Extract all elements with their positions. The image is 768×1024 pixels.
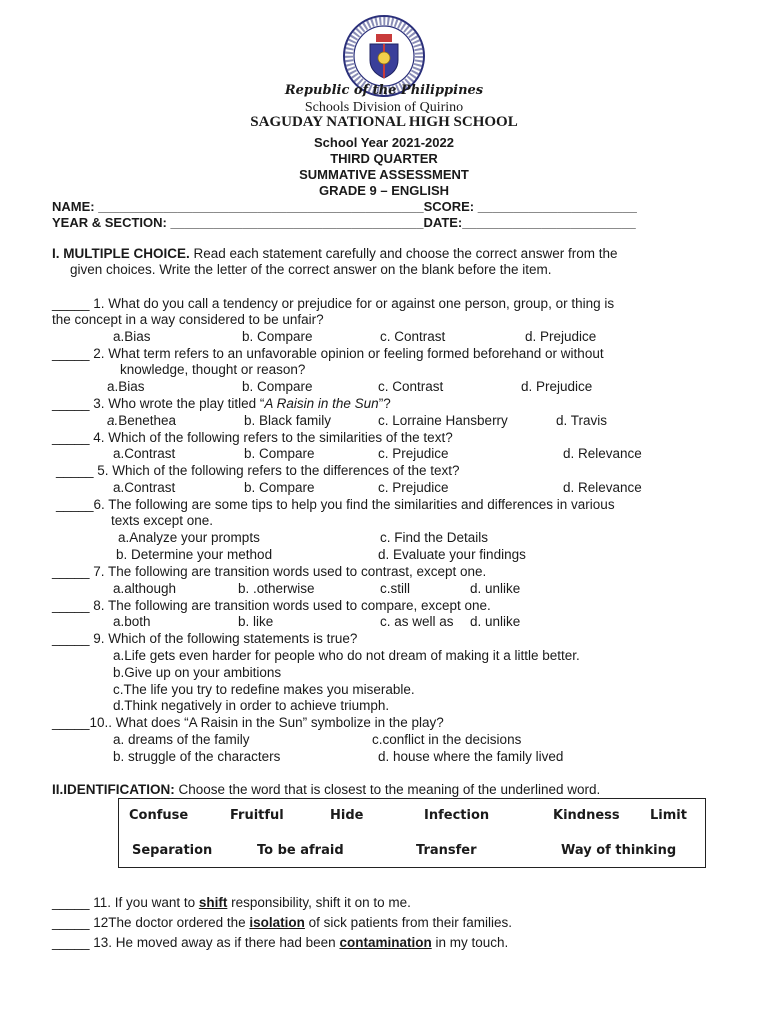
header-republic: Republic of the Philippines xyxy=(284,83,484,98)
q5-option-c: c. Prejudice xyxy=(378,480,449,495)
header-school-name: SAGUDAY NATIONAL HIGH SCHOOL xyxy=(250,114,518,130)
q2-option-c: c. Contrast xyxy=(378,379,444,394)
q3-option-c: c. Lorraine Hansberry xyxy=(378,413,508,428)
q10-option-b: b. struggle of the characters xyxy=(113,749,281,764)
q11-text-post: responsibility, shift it on to me. xyxy=(227,895,411,910)
q4-option-c: c. Prejudice xyxy=(378,446,449,461)
q1-option-a: a.Bias xyxy=(113,329,151,344)
q11-underlined-word: shift xyxy=(198,895,228,910)
q8-option-b: b. like xyxy=(238,614,274,629)
question-13-text xyxy=(52,934,508,951)
part2-instructions xyxy=(52,781,600,798)
q9-option-b: b.Give up on your ambitions xyxy=(113,665,282,680)
q5-option-d: d. Relevance xyxy=(563,480,642,495)
q3-text-post: ”? xyxy=(378,396,391,411)
question-10-text: _____10.. What does “A Raisin in the Sun” symbolize in the play? xyxy=(52,715,444,730)
header-quarter: THIRD QUARTER xyxy=(330,151,438,166)
q10-option-c: c.conflict in the decisions xyxy=(372,732,522,747)
question-8-text: _____ 8. The following are transition words used to compare, except one. xyxy=(52,598,491,613)
question-11-text xyxy=(52,894,411,911)
q9-option-d: d.Think negatively in order to achieve triumph. xyxy=(113,698,390,713)
word-bank-item: Hide xyxy=(330,808,364,823)
part1-heading: I. MULTIPLE CHOICE. xyxy=(52,246,190,261)
q8-option-c: c. as well as xyxy=(380,614,454,629)
q3-option-d: d. Travis xyxy=(556,413,608,428)
q4-option-d: d. Relevance xyxy=(563,446,642,461)
q6-option-b: b. Determine your method xyxy=(116,547,273,562)
question-3-text xyxy=(52,395,391,412)
q12-text-pre: _____ 12The doctor ordered the xyxy=(52,915,250,930)
word-bank-item: Fruitful xyxy=(230,808,284,823)
q3-text-pre: _____ 3. Who wrote the play titled “ xyxy=(52,396,265,411)
q3-option-b: b. Black family xyxy=(244,413,332,428)
question-1-text-cont: the concept in a way considered to be unfair? xyxy=(52,312,324,327)
question-2-text-cont: knowledge, thought or reason? xyxy=(120,362,306,377)
q3-option-a xyxy=(107,412,176,429)
q13-text-pre: _____ 13. He moved away as if there had been xyxy=(52,935,340,950)
question-5-text: _____ 5. Which of the following refers to the differences of the text? xyxy=(56,463,460,478)
q6-option-a: a.Analyze your prompts xyxy=(118,530,260,545)
word-bank-box xyxy=(118,798,706,868)
question-6-text: _____6. The following are some tips to help you find the similarities and differences in various xyxy=(56,497,615,512)
name-score-field[interactable]: NAME: _____________________________________________SCORE: ______________________ xyxy=(52,199,637,214)
q7-option-b: b. .otherwise xyxy=(238,581,315,596)
word-bank-item: To be afraid xyxy=(257,843,344,858)
question-4-text: _____ 4. Which of the following refers to the similarities of the text? xyxy=(52,430,453,445)
q4-option-a: a.Contrast xyxy=(113,446,176,461)
q4-option-b: b. Compare xyxy=(244,446,315,461)
q1-option-b: b. Compare xyxy=(242,329,313,344)
section-date-field[interactable]: YEAR & SECTION: ___________________________________DATE:________________________ xyxy=(52,215,636,230)
q7-option-d: d. unlike xyxy=(470,581,521,596)
header-division: Schools Division of Quirino xyxy=(304,100,464,115)
q3-play-title: A Raisin in the Sun xyxy=(264,396,379,411)
word-bank-item: Kindness xyxy=(553,808,620,823)
question-7-text: _____ 7. The following are transition words used to contrast, except one. xyxy=(52,564,487,579)
word-bank-item: Infection xyxy=(424,808,490,823)
q2-option-d: d. Prejudice xyxy=(521,379,593,394)
question-12-text xyxy=(52,914,512,931)
header-school-year: School Year 2021-2022 xyxy=(314,135,454,150)
word-bank-item: Transfer xyxy=(416,843,477,858)
q3-option-a-text: Benethea xyxy=(118,413,177,428)
part2-heading: II.IDENTIFICATION: xyxy=(52,782,175,797)
q1-option-d: d. Prejudice xyxy=(525,329,597,344)
q3-option-a-letter: a. xyxy=(107,413,119,428)
word-bank-item: Confuse xyxy=(129,808,189,823)
q13-underlined-word: contamination xyxy=(339,935,432,950)
q6-option-c: c. Find the Details xyxy=(380,530,489,545)
part2-text: Choose the word that is closest to the meaning of the underlined word. xyxy=(174,782,601,797)
q5-option-b: b. Compare xyxy=(244,480,315,495)
question-6-text-cont: texts except one. xyxy=(111,513,214,528)
part1-instructions xyxy=(52,245,722,262)
q9-option-a: a.Life gets even harder for people who do not dream of making it a little better. xyxy=(113,648,580,663)
question-2-text: _____ 2. What term refers to an unfavorable opinion or feeling formed beforehand or without xyxy=(52,346,604,361)
q11-text-pre: _____ 11. If you want to xyxy=(52,895,199,910)
q7-option-a: a.although xyxy=(113,581,177,596)
q8-option-a: a.both xyxy=(113,614,151,629)
q10-option-d: d. house where the family lived xyxy=(378,749,564,764)
header-assessment: SUMMATIVE ASSESSMENT xyxy=(299,167,469,182)
q1-option-c: c. Contrast xyxy=(380,329,446,344)
part1-text2: given choices. Write the letter of the correct answer on the blank before the item. xyxy=(70,262,552,277)
q12-text-post: of sick patients from their families. xyxy=(304,915,512,930)
header-grade: GRADE 9 – ENGLISH xyxy=(318,183,450,198)
part1-text1: Read each statement carefully and choose the correct answer from the xyxy=(189,246,618,261)
q5-option-a: a.Contrast xyxy=(113,480,176,495)
q2-option-a: a.Bias xyxy=(107,379,145,394)
q2-option-b: b. Compare xyxy=(242,379,313,394)
q10-option-a: a. dreams of the family xyxy=(113,732,250,747)
q12-underlined-word: isolation xyxy=(249,915,305,930)
q6-option-d: d. Evaluate your findings xyxy=(378,547,526,562)
q9-option-c: c.The life you try to redefine makes you miserable. xyxy=(113,682,415,697)
word-bank-item: Way of thinking xyxy=(561,843,677,858)
word-bank-item: Limit xyxy=(650,808,687,823)
q7-option-c: c.still xyxy=(380,581,410,596)
question-1-text: _____ 1. What do you call a tendency or prejudice for or against one person, group, or thing is xyxy=(52,296,615,311)
q8-option-d: d. unlike xyxy=(470,614,521,629)
q13-text-post: in my touch. xyxy=(431,935,509,950)
word-bank-item: Separation xyxy=(132,843,213,858)
question-9-text: _____ 9. Which of the following statements is true? xyxy=(52,631,358,646)
